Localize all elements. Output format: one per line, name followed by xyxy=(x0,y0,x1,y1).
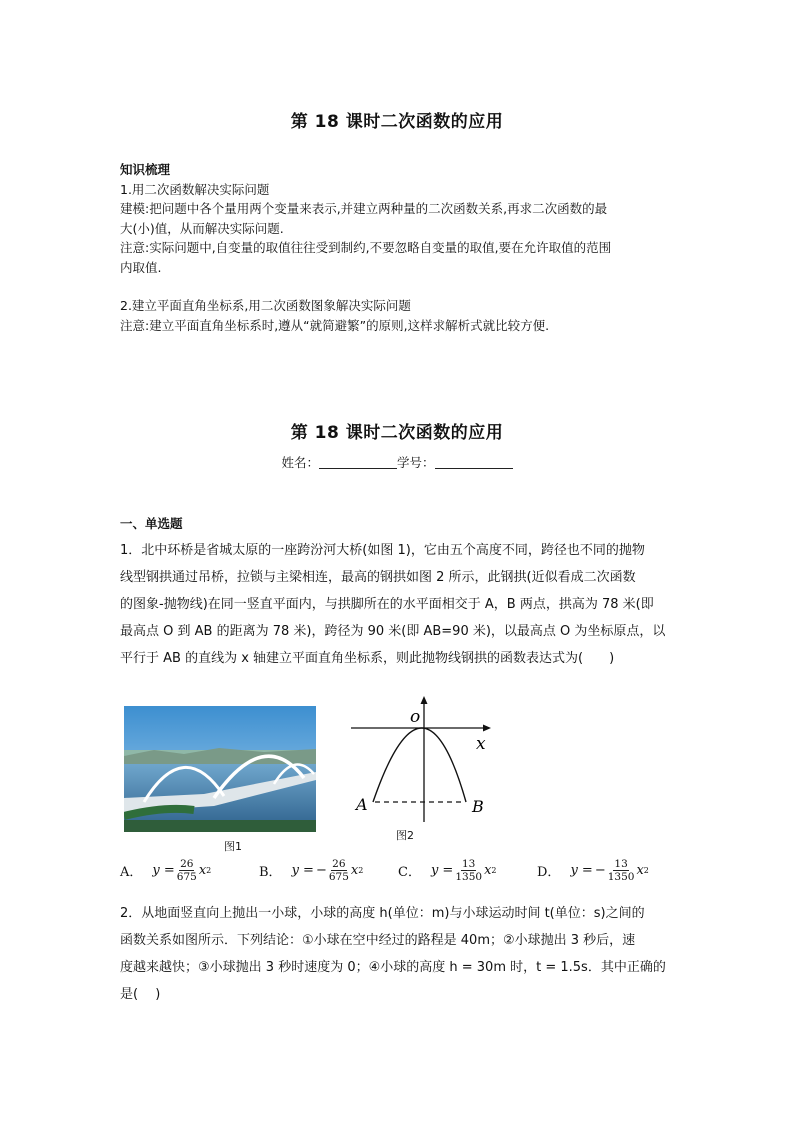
knowledge-line: 1.用二次函数解决实际问题 xyxy=(120,181,270,197)
question-line: 度越来越快；③小球抛出 3 秒时速度为 0；④小球的高度 h = 30m 时，t = 1.5s．其中正确的 xyxy=(120,960,666,975)
option-a[interactable] xyxy=(120,858,211,883)
bridge-photo xyxy=(124,706,316,832)
option-variable: x xyxy=(350,863,359,878)
option-c[interactable] xyxy=(398,858,497,883)
question-line: 1．北中环桥是省城太原的一座跨汾河大桥(如图 1)，它由五个高度不同，跨径也不同的抛物 xyxy=(120,543,645,558)
question-2 xyxy=(120,900,685,1008)
option-lhs: y = xyxy=(152,863,175,878)
x-axis-label: x xyxy=(476,734,486,754)
point-b-label: B xyxy=(472,797,484,816)
knowledge-line: 大(小)值，从而解决实际问题. xyxy=(120,220,284,236)
option-lhs: y = xyxy=(570,863,593,878)
question-line: 线型钢拱通过吊桥，拉锁与主梁相连，最高的钢拱如图 2 所示，此钢拱(近似看成二次函数 xyxy=(120,570,636,585)
option-exponent: 2 xyxy=(358,866,364,875)
exam-title: 第 18 课时二次函数的应用 xyxy=(290,423,504,443)
option-sign: − xyxy=(594,863,606,878)
numerator: 26 xyxy=(332,858,346,870)
denominator: 1350 xyxy=(607,871,635,883)
option-variable: x xyxy=(198,863,207,878)
option-variable: x xyxy=(636,863,644,878)
origin-label: o xyxy=(410,707,421,727)
knowledge-line: 注意:建立平面直角坐标系时,遵从“就简避繁”的原则,这样求解析式就比较方便. xyxy=(120,317,550,333)
option-lhs: y = xyxy=(291,863,314,878)
option-fraction xyxy=(608,858,635,883)
option-letter: D． xyxy=(537,865,561,880)
denominator: 1350 xyxy=(455,871,483,883)
denominator: 675 xyxy=(176,871,197,883)
figure-2-caption: 图2 xyxy=(396,829,414,842)
option-letter: C． xyxy=(398,865,421,880)
figure-1-caption: 图1 xyxy=(224,840,242,853)
option-exponent: 2 xyxy=(491,866,497,875)
knowledge-line: 内取值. xyxy=(120,259,162,275)
student-info xyxy=(0,453,794,473)
numerator: 13 xyxy=(462,858,476,870)
id-label: 学号： xyxy=(397,455,435,470)
document-title: 第 18 课时二次函数的应用 xyxy=(290,112,504,132)
point-a-label: A xyxy=(356,795,368,814)
knowledge-section xyxy=(120,160,680,335)
option-b[interactable] xyxy=(259,858,363,883)
option-sign: − xyxy=(315,863,327,878)
question-line: 函数关系如图所示．下列结论：①小球在空中经过的路程是 40m；②小球抛出 3 秒后，速 xyxy=(120,933,636,948)
question-line: 是( ) xyxy=(120,987,161,1002)
option-exponent: 2 xyxy=(643,866,649,875)
question-line: 的图象-抛物线)在同一竖直平面内，与拱脚所在的水平面相交于 A，B 两点，拱高为 78 米(即 xyxy=(120,597,654,612)
name-label: 姓名： xyxy=(281,455,319,470)
option-fraction xyxy=(455,858,482,883)
knowledge-line: 建模:把问题中各个量用两个变量来表示,并建立两种量的二次函数关系,再求二次函数的最 xyxy=(120,201,608,216)
question-line: 2．从地面竖直向上抛出一小球，小球的高度 h(单位：m)与小球运动时间 t(单位：s)之间的 xyxy=(120,906,645,921)
id-blank[interactable] xyxy=(435,454,513,469)
option-letter: B． xyxy=(259,865,282,880)
option-d[interactable] xyxy=(537,858,649,883)
option-variable: x xyxy=(484,863,492,878)
option-letter: A． xyxy=(120,865,143,880)
knowledge-heading: 知识梳理 xyxy=(120,162,171,177)
denominator: 675 xyxy=(328,871,349,883)
numerator: 26 xyxy=(180,858,194,870)
question-line: 最高点 O 到 AB 的距离为 78 米)，跨径为 90 米(即 AB=90 米)，以最高点 O 为坐标原点，以 xyxy=(120,624,666,639)
option-lhs: y = xyxy=(430,863,454,878)
option-fraction xyxy=(177,858,197,883)
option-fraction xyxy=(329,858,349,883)
knowledge-line: 注意:实际问题中,自变量的取值往往受到制约,不要忽略自变量的取值,要在允许取值的范围 xyxy=(120,240,612,255)
question-1 xyxy=(120,537,685,672)
section-heading: 一、单选题 xyxy=(120,516,183,531)
numerator: 13 xyxy=(614,858,628,870)
question-line: 平行于 AB 的直线为 x 轴建立平面直角坐标系，则此抛物线钢拱的函数表达式为( ) xyxy=(120,651,615,666)
knowledge-line: 2.建立平面直角坐标系,用二次函数图象解决实际问题 xyxy=(120,298,411,313)
name-blank[interactable] xyxy=(319,454,397,469)
parabola-diagram xyxy=(346,694,496,824)
option-exponent: 2 xyxy=(206,866,212,875)
